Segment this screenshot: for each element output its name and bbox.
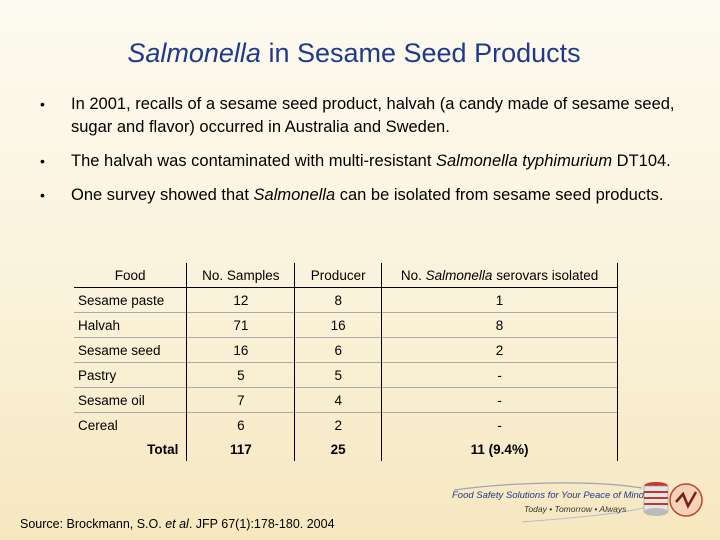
- cell-producer: 5: [295, 363, 382, 388]
- cell-serovars: -: [382, 388, 618, 413]
- header-producer: Producer: [295, 263, 382, 288]
- header-serovars-post: serovars isolated: [492, 267, 599, 283]
- header-serovars: [382, 263, 618, 288]
- cell-food: Cereal: [74, 413, 187, 438]
- source-citation: [20, 517, 335, 531]
- cell-samples: 71: [187, 313, 295, 338]
- total-label: Total: [147, 441, 179, 457]
- cell-food: Pastry: [74, 363, 187, 388]
- header-samples: No. Samples: [187, 263, 295, 288]
- cell-food: Halvah: [74, 313, 187, 338]
- bullet-dot-icon: •: [40, 153, 45, 169]
- title-italic: Salmonella: [127, 38, 261, 68]
- cell-serovars: -: [382, 413, 618, 438]
- table-total-row: [74, 437, 618, 461]
- cell-samples: 12: [187, 288, 295, 313]
- cell-producer: 16: [295, 313, 382, 338]
- cell-producer: 2: [295, 413, 382, 438]
- source-post: . JFP 67(1):178-180. 2004: [188, 517, 335, 531]
- bullet-text-pre: One survey showed that: [71, 186, 254, 204]
- cell-food: Sesame oil: [74, 388, 187, 413]
- cell-serovars: -: [382, 363, 618, 388]
- cell-samples: 16: [187, 338, 295, 363]
- total-producer: 25: [295, 437, 382, 461]
- cell-samples: 6: [187, 413, 295, 438]
- logo-tagline: Food Safety Solutions for Your Peace of Mind: [452, 490, 645, 501]
- table-row: [74, 313, 618, 338]
- bullet-text-italic: Salmonella typhimurium: [436, 152, 613, 170]
- table-row: [74, 288, 618, 313]
- header-serovars-italic: Salmonella: [425, 267, 493, 283]
- cell-food: Sesame seed: [74, 338, 187, 363]
- bullet-item: [40, 150, 690, 173]
- cell-samples: 7: [187, 388, 295, 413]
- bullet-dot-icon: •: [40, 187, 45, 203]
- samples-table: [74, 263, 618, 461]
- header-food: Food: [74, 263, 187, 288]
- total-samples: 117: [187, 437, 295, 461]
- source-pre: Source: Brockmann, S.O.: [20, 517, 166, 531]
- bullet-item: [40, 184, 690, 207]
- cell-samples: 5: [187, 363, 295, 388]
- table-row: [74, 363, 618, 388]
- table-row: [74, 388, 618, 413]
- cell-producer: 4: [295, 388, 382, 413]
- bullet-dot-icon: •: [40, 96, 45, 112]
- cell-producer: 6: [295, 338, 382, 363]
- source-italic: et al: [165, 517, 189, 531]
- title-rest: in Sesame Seed Products: [260, 38, 581, 68]
- cell-food: Sesame paste: [78, 292, 165, 308]
- bullet-text-pre: The halvah was contaminated with multi-resistant: [71, 152, 436, 170]
- bullet-text-post: DT104.: [612, 152, 671, 170]
- bullet-list: [40, 93, 690, 218]
- header-serovars-pre: No.: [400, 267, 426, 283]
- table-row: [74, 413, 618, 438]
- logo-emblem-icon: [636, 472, 706, 524]
- bullet-item: [40, 93, 690, 139]
- table-row: [74, 338, 618, 363]
- logo-subline: Today • Tomorrow • Always: [524, 504, 627, 514]
- bullet-text-italic: Salmonella: [253, 186, 336, 204]
- cell-serovars: 2: [382, 338, 618, 363]
- slide-title: [0, 38, 708, 69]
- bullet-text-post: can be isolated from sesame seed products.: [335, 186, 664, 204]
- bullet-text: In 2001, recalls of a sesame seed product, halvah (a candy made of sesame seed, sugar and flavor) occurred in Australia and Sweden.: [71, 95, 675, 136]
- table-header-row: [74, 263, 618, 288]
- cell-serovars: 8: [382, 313, 618, 338]
- total-serovars: 11 (9.4%): [382, 437, 618, 461]
- cell-producer: 8: [295, 288, 382, 313]
- cell-serovars: 1: [382, 288, 618, 313]
